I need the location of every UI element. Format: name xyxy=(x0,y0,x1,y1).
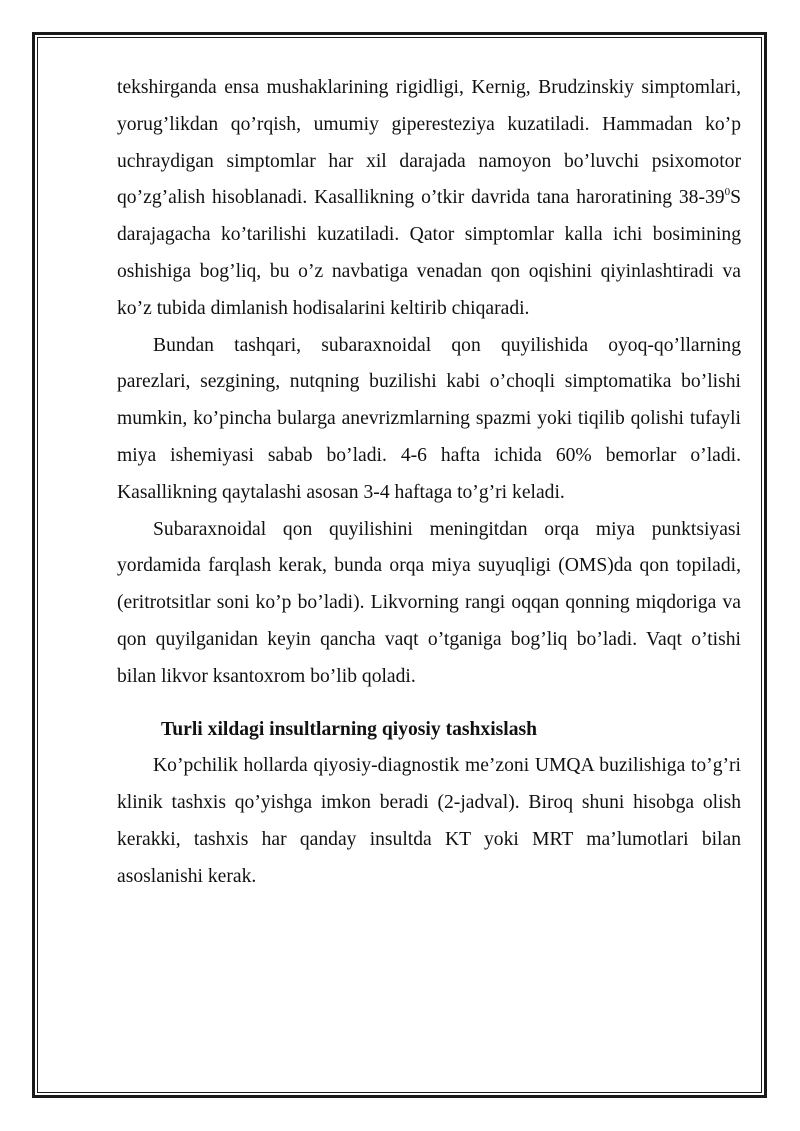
paragraph-1-text-after: S darajagacha ko’tarilishi kuzatiladi. Qator simptomlar kalla ichi bosimining oshishiga bog’liq, bu o’z navbatiga venadan qon oqishini qiyinlashtiradi va ko’z tubida dimlanish hodisalarini keltirib chiqaradi. xyxy=(117,187,741,319)
section-heading: Turli xildagi insultlarning qiyosiy tashxislash xyxy=(161,718,538,740)
paragraph-1-text-before: tekshirganda ensa mushaklarining rigidligi, Kernig, Brudzinskiy simptomlari, yorug’likdan qo’rqish, umumiy giperesteziya kuzatiladi. Hammadan ko’p uchraydigan simptomlar har xil darajada namoyon bo’luvchi psixomotor qo’zg’alish hisoblanadi. Kasallikning o’tkir davrida tana haroratining 38-39 xyxy=(117,77,741,209)
paragraph-1 xyxy=(117,70,741,328)
degree-superscript: 0 xyxy=(724,186,731,199)
document-body xyxy=(117,70,741,896)
paragraph-2: Bundan tashqari, subaraxnoidal qon quyilishida oyoq-qo’llarning parezlari, sezgining, nutqning buzilishi kabi o’choqli simptomatika bo’lishi mumkin, ko’pincha bularga anevrizmlarning spazmi yoki tiqilib qolishi tufayli miya ishemiyasi sabab bo’ladi. 4-6 hafta ichida 60% bemorlar o’ladi. Kasallikning qaytalashi asosan 3-4 haftaga to’g’ri keladi. xyxy=(117,334,741,503)
paragraph-3: Subaraxnoidal qon quyilishini meningitdan orqa miya punktsiyasi yordamida farqlash kerak, bunda orqa miya suyuqligi (OMS)da qon topiladi, (eritrotsitlar soni ko’p bo’ladi). Likvorning rangi oqqan qonning miqdoriga va qon quyilganidan keyin qancha vaqt o’tganiga bog’liq bo’ladi. Vaqt o’tishi bilan likvor ksantoxrom bo’lib qoladi. xyxy=(117,518,741,687)
section-paragraph: Ko’pchilik hollarda qiyosiy-diagnostik me’zoni UMQA buzilishiga to’g’ri klinik tashxis qo’yishga imkon beradi (2-jadval). Biroq shuni hisobga olish kerakki, tashxis har qanday insultda KT yoki MRT ma’lumotlari bilan asoslanishi kerak. xyxy=(117,755,741,887)
